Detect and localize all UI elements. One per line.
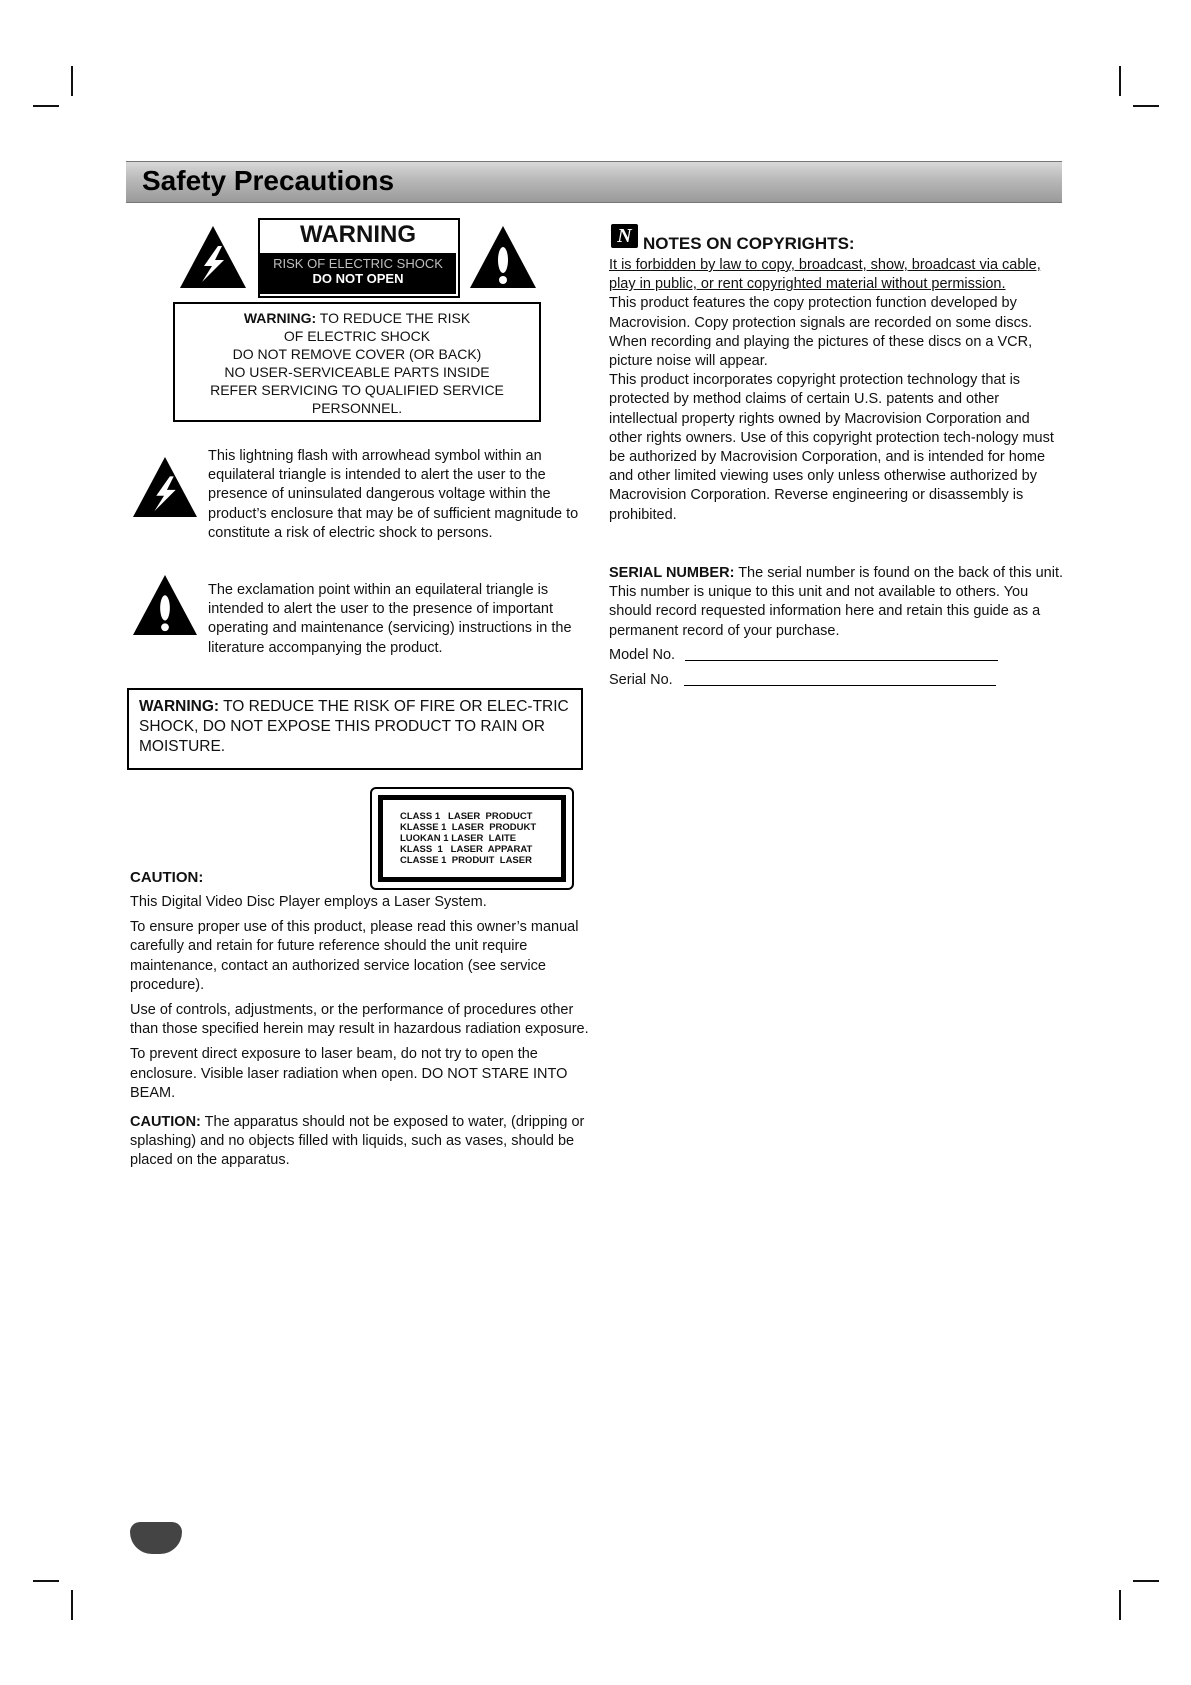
crop-mark-top-right-v [1119, 66, 1121, 96]
serial-bold-label: SERIAL NUMBER: [609, 565, 735, 581]
exclamation-triangle-icon [468, 224, 538, 290]
caution-section [130, 893, 600, 1177]
copyright-paragraph: This product features the copy protection function developed by Macrovision. Copy protection signals are recorded on some discs. When recording and playing the pictures of these discs on a VCR, picture noise will appear. [609, 295, 1033, 370]
exclamation-symbol-description: The exclamation point within an equilateral triangle is intended to alert the user to the presence of important operating and maintenance (servicing) instructions in the literature accompanying the product. [208, 582, 572, 656]
model-no-label: Model No. [609, 647, 676, 663]
warning-box-line: NO USER-SERVICEABLE PARTS INSIDE [224, 364, 490, 380]
crop-mark-bottom-right-h [1133, 1580, 1159, 1582]
warning-box-line: PERSONNEL. [311, 400, 403, 416]
warning-fire-text: TO REDUCE THE RISK OF FIRE OR ELEC-TRIC SHOCK, DO NOT EXPOSE THIS PRODUCT TO RAIN OR MOISTURE. [139, 698, 569, 755]
notes-icon: N [611, 224, 638, 248]
serial-no-line [684, 685, 996, 686]
lightning-symbol-icon [131, 455, 199, 519]
crop-mark-top-left-v [71, 66, 73, 96]
caution-bold-label: CAUTION: [130, 1114, 201, 1131]
laser-line: KLASS 1 LASER APPARAT [400, 844, 533, 855]
caution-paragraph: This Digital Video Disc Player employs a Laser System. [130, 894, 487, 910]
page-number-tab [130, 1522, 182, 1554]
caution-paragraph: To ensure proper use of this product, please read this owner’s manual carefully and retain for future reference should the unit require maintenance, contact an authorized service location (see service procedure). [130, 919, 579, 993]
copyright-paragraph: This product incorporates copyright protection technology that is protected by method claims of certain U.S. patents and other intellectual property rights owned by Macrovision Corporation and other rights owners. Use of this copyright protection tech-nology must be authorized by Macrovision Corporation, and is intended for home and other limited viewing uses only unless otherwise authorized by Macrovision Corporation. Reverse engineering or disassembly is prohibited. [609, 372, 1054, 523]
page-title: Safety Precautions [142, 165, 395, 196]
laser-line: LUOKAN 1 LASER LAITE [400, 833, 517, 844]
warning-label-line2: DO NOT OPEN [312, 271, 404, 286]
caution-heading: CAUTION: [130, 869, 204, 886]
warning-box-line: TO REDUCE THE RISK [319, 310, 471, 326]
warning-box-electric-shock [173, 302, 541, 422]
warning-bold-label: WARNING: [243, 310, 317, 326]
warning-box-line: OF ELECTRIC SHOCK [283, 328, 431, 344]
warning-box-fire [127, 688, 583, 770]
exclamation-symbol-icon [131, 573, 199, 637]
laser-line: CLASSE 1 PRODUIT LASER [400, 855, 532, 866]
warning-label-line1: RISK OF ELECTRIC SHOCK [273, 256, 443, 271]
crop-mark-bottom-left-h [33, 1580, 59, 1582]
serial-no-label: Serial No. [609, 672, 673, 688]
warning-box-line: DO NOT REMOVE COVER (OR BACK) [232, 346, 482, 362]
warning-label-title: WARNING [300, 221, 416, 248]
laser-line: KLASSE 1 LASER PRODUKT [400, 822, 537, 833]
crop-mark-top-left-h [33, 105, 59, 107]
laser-label-text [400, 811, 536, 866]
warning-bold-label: WARNING: [139, 698, 220, 715]
lightning-symbol-description: This lightning flash with arrowhead symbol within an equilateral triangle is intended to alert the user to the presence of uninsulated dangerous voltage within the product’s enclosure that may be of sufficient magnitude to constitute a risk of electric shock to persons. [208, 448, 579, 541]
lightning-triangle-icon [178, 224, 248, 290]
crop-mark-bottom-left-v [71, 1590, 73, 1620]
caution-paragraph: Use of controls, adjustments, or the performance of procedures other than those specified herein may result in hazardous radiation exposure. [130, 1002, 589, 1038]
caution-water-text: The apparatus should not be exposed to water, (dripping or splashing) and no objects filled with liquids, such as vases, should be placed on the apparatus. [130, 1114, 585, 1169]
copyrights-title: NOTES ON COPYRIGHTS: [643, 234, 855, 253]
copyrights-section [609, 256, 1065, 525]
crop-mark-bottom-right-v [1119, 1590, 1121, 1620]
serial-text: The serial number is found on the back of this unit. This number is unique to this unit and not available to others. You should record requested information here and retain this guide as a permanent record of your purchase. [609, 565, 1064, 639]
model-no-line [685, 660, 998, 661]
copyright-notice: It is forbidden by law to copy, broadcast, show, broadcast via cable, play in public, or rent copyrighted material without permission. [609, 257, 1041, 293]
warning-box-line: REFER SERVICING TO QUALIFIED SERVICE [210, 382, 504, 398]
serial-number-section [609, 564, 1065, 641]
laser-line: CLASS 1 LASER PRODUCT [400, 811, 533, 822]
caution-paragraph: To prevent direct exposure to laser beam, do not try to open the enclosure. Visible laser radiation when open. DO NOT STARE INTO BEAM. [130, 1046, 568, 1101]
crop-mark-top-right-h [1133, 105, 1159, 107]
